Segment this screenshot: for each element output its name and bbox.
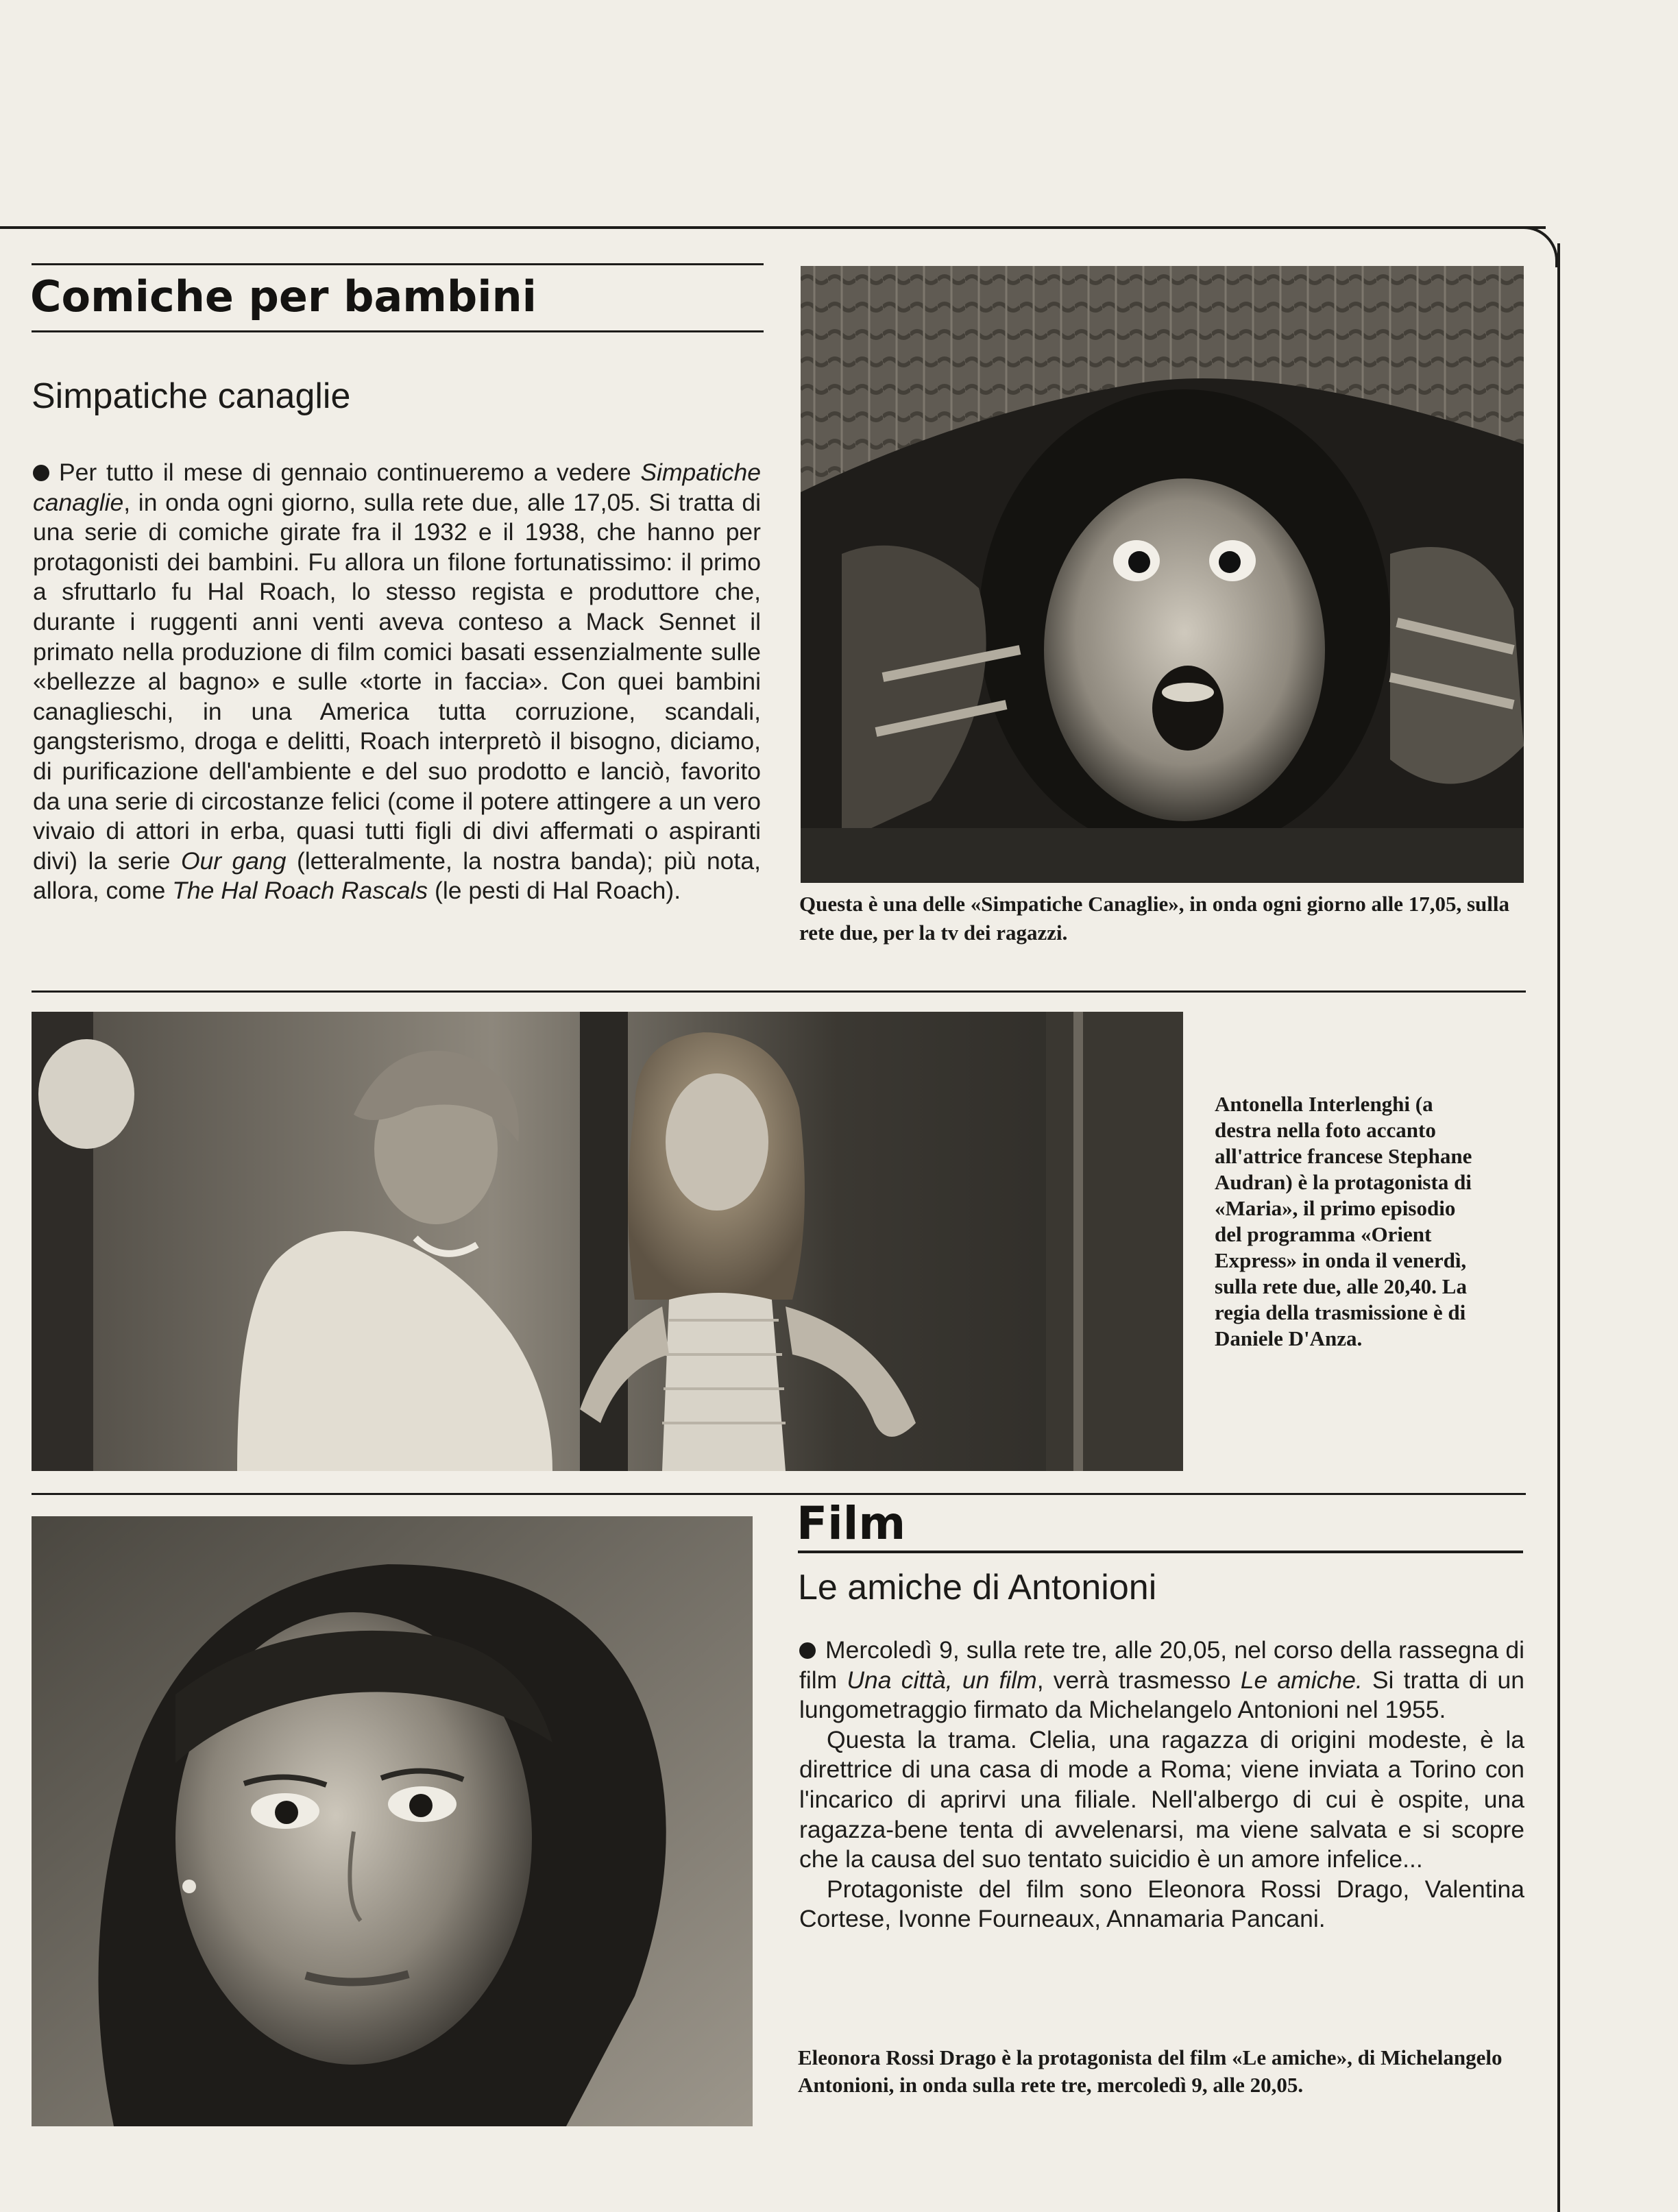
article-body-simpatiche: Per tutto il mese di gennaio continueremo a vedere Simpatiche canaglie, in onda ogni giorno, sulla rete due, alle 17,05. Si tratta di una serie di comiche girate fra il 1932 e il 1938, che hanno per protagonisti dei bambini. Fu allora un filone fortunatissimo: il primo a sfruttarlo fu Hal Roach, lo stesso regista e produttore che, durante i ruggenti anni venti aveva conteso a Mack Sennet il primato nella produzione di film comici basati essenzialmente sulle «bellezze al bagno» e sulle «torte in faccia». Con quei bambini canaglieschi, in una America tutta corruzione, scandali, gangsterismo, droga e delitti, Roach interpretò il bisogno, diciamo, di purificazione dell'ambiente e del suo prodotto e lanciò, favorito da una serie di circostanze felici (come il potere attingere a un vero vivaio di attori in erba, quasi tutti figli di divi affermati o aspiranti divi) la serie Our gang (letteralmente, la nostra banda); più nota, allora, come The Hal Roach Rascals (le pesti di Hal Roach). (33, 459, 761, 905)
section3-top-rule (32, 1493, 1526, 1495)
article-body-le-amiche: Mercoledì 9, sulla rete tre, alle 20,05, nel corso della rassegna di film Una città, un film, verrà trasmesso Le amiche. Si tratta di un lungometraggio firmato da Michelangelo Antonioni nel 1955. Questa la trama. Clelia, una ragazza di origini modeste, è la direttrice di una casa di mode a Roma; viene inviata a Torino con l'incarico di aprirvi una filiale. Nell'albergo di cui è ospite, una ragazza-bene tenta di avvelenarsi, ma viene salvata e si scopre che la causa del suo tentato suicidio è un amore infelice... Protagoniste del film sono Eleonora Rossi Drago, Valentina Cortese, Ivonne Fourneaux, Annamaria Pancani. (799, 1636, 1524, 1933)
photo-orient-express (32, 1012, 1183, 1471)
caption-simpatiche: Questa è una delle «Simpatiche Canaglie», in onda ogni giorno alle 17,05, sulla rete due, per la tv dei ragazzi. (799, 892, 1510, 945)
section2-top-rule (32, 990, 1526, 993)
section1-heading-rule (32, 330, 764, 332)
bullet-icon (33, 465, 49, 481)
article-title-simpatiche-canaglie: Simpatiche canaglie (32, 376, 351, 416)
section1-top-rule (32, 263, 764, 265)
section-heading-film: Film (797, 1497, 906, 1550)
photo-simpatiche-canaglie (801, 266, 1524, 883)
section-heading-comiche: Comiche per bambini (30, 271, 537, 321)
photo-le-amiche (32, 1516, 753, 2126)
section3-heading-rule (798, 1551, 1523, 1553)
caption-le-amiche: Eleonora Rossi Drago è la protagonista del film «Le amiche», di Michelangelo Antonioni, in onda sulla rete tre, mercoledì 9, alle 20,05. (798, 2045, 1503, 2097)
frame-corner (1518, 226, 1558, 267)
top-frame-rule (0, 226, 1546, 229)
article-title-le-amiche: Le amiche di Antonioni (798, 1568, 1157, 1607)
right-frame-rule (1557, 243, 1560, 2212)
bullet-icon-film (799, 1642, 816, 1659)
caption-orient-express: Antonella Interlenghi (a destra nella foto accanto all'attrice francese Stephane Audran) è la protagonista di «Maria», il primo episodio del programma «Orient Express» in onda il venerdì, sulla rete due, alle 20,40. La regia della trasmissione è di Daniele D'Anza. (1215, 1092, 1472, 1350)
